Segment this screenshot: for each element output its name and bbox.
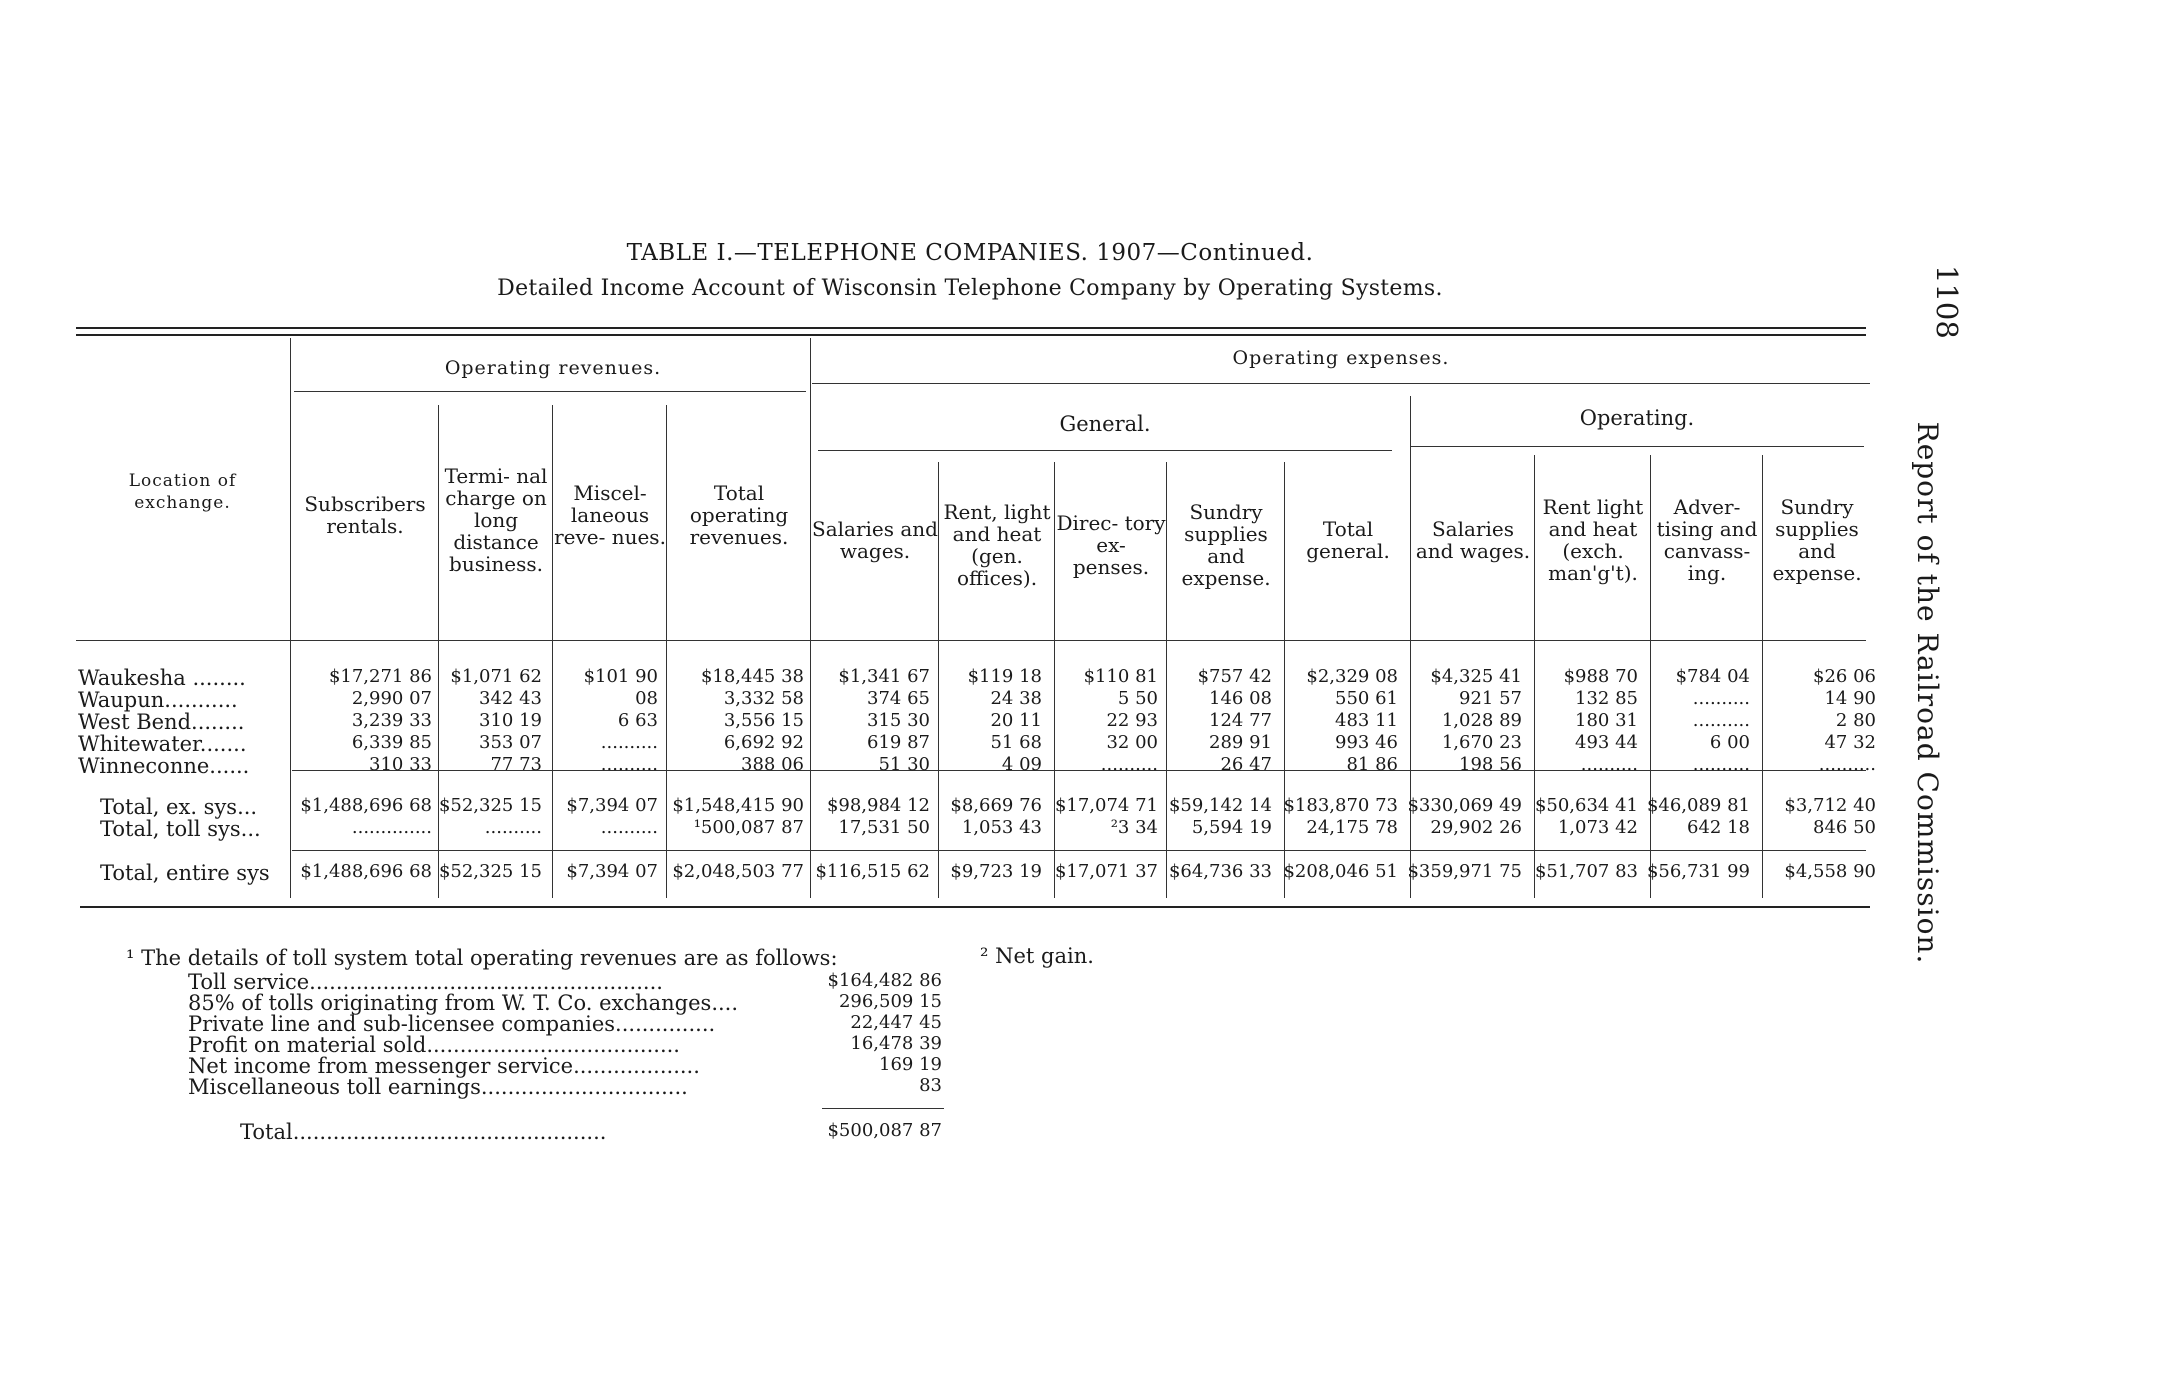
table-cell: ¹500,087 87 (693, 817, 804, 838)
table-cell: 1,028 89 (1441, 710, 1522, 731)
table-cell: $1,488,696 68 (300, 795, 432, 816)
footnote-item-label: Private line and sub-licensee companies............... (188, 1012, 716, 1036)
table-cell: 6 63 (617, 710, 658, 731)
col-header-operating-salaries: Salaries and wages. (1415, 517, 1531, 563)
table-cell: 08 (635, 688, 658, 709)
table-cell: 289 91 (1209, 732, 1272, 753)
total-row-location: Total, ex. sys... (100, 795, 258, 819)
footnote-2: ² Net gain. (980, 944, 1094, 968)
col-rule (290, 338, 291, 898)
table-cell: 619 87 (867, 732, 930, 753)
col-rule (666, 405, 667, 898)
table-cell: 146 08 (1209, 688, 1272, 709)
table-cell: .......... (1818, 754, 1876, 775)
table-cell: 310 19 (479, 710, 542, 731)
table-cell: $56,731 99 (1646, 861, 1750, 882)
col-rule (552, 405, 553, 898)
col-rule (810, 338, 811, 898)
running-head: Report of the Railroad Commission. (1911, 421, 1944, 965)
operating-header: Operating. (1579, 406, 1695, 430)
table-cell: $1,488,696 68 (300, 861, 432, 882)
col-header-general-salaries: Salaries and wages. (812, 517, 938, 563)
table-cell: 198 56 (1459, 754, 1522, 775)
table-cell: 5,594 19 (1191, 817, 1272, 838)
table-cell: .............. (351, 817, 432, 838)
table-cell: $101 90 (583, 666, 658, 687)
table-cell: $208,046 51 (1283, 861, 1398, 882)
table-cell: .......... (1692, 710, 1750, 731)
table-cell: $8,669 76 (950, 795, 1042, 816)
table-cell: $51,707 83 (1534, 861, 1638, 882)
footnote-sum-rule (822, 1108, 944, 1109)
table-cell: 374 65 (867, 688, 930, 709)
footnote-item-value: 22,447 45 (850, 1012, 942, 1033)
table-cell: .......... (1692, 754, 1750, 775)
table-cell: $1,071 62 (450, 666, 542, 687)
col-rule (1284, 462, 1285, 898)
operating-revenues-header: Operating revenues. (444, 357, 662, 379)
grand-total-rule (292, 850, 1866, 851)
footnote-item-label: Toll service..................................................... (188, 970, 663, 994)
col-header-total-general: Total general. (1306, 517, 1390, 563)
table-cell: .......... (600, 817, 658, 838)
table-cell: 5 50 (1117, 688, 1158, 709)
table-subtitle: Detailed Income Account of Wisconsin Telephone Company by Operating Systems. (497, 276, 1443, 301)
table-cell: .......... (600, 732, 658, 753)
table-cell: $988 70 (1563, 666, 1638, 687)
row-location: Waupun........... (78, 688, 238, 712)
table-cell: 77 73 (490, 754, 542, 775)
col-rule (1054, 462, 1055, 898)
col-rule (1534, 455, 1535, 898)
table-cell: 493 44 (1575, 732, 1638, 753)
col-header-general-sundry: Sundry supplies and expense. (1181, 500, 1271, 590)
table-cell: 24,175 78 (1306, 817, 1398, 838)
table-cell: .......... (1692, 688, 1750, 709)
table-cell: 81 86 (1346, 754, 1398, 775)
footnote-item-value: 296,509 15 (838, 991, 942, 1012)
table-cell: 2 80 (1835, 710, 1876, 731)
table-cell: $330,069 49 (1407, 795, 1522, 816)
footnote-item-label: Miscellaneous toll earnings............................... (188, 1075, 688, 1099)
table-cell: 388 06 (741, 754, 804, 775)
col-rule (1650, 455, 1651, 898)
bottom-rule (80, 906, 1870, 908)
table-cell: $17,271 86 (328, 666, 432, 687)
table-cell: 642 18 (1687, 817, 1750, 838)
expenses-rule (812, 383, 1870, 384)
table-cell: 17,531 50 (838, 817, 930, 838)
table-cell: $2,329 08 (1306, 666, 1398, 687)
table-cell: 6,339 85 (351, 732, 432, 753)
table-cell: 483 11 (1335, 710, 1398, 731)
table-cell: $1,548,415 90 (672, 795, 804, 816)
total-row-location: Total, toll sys... (100, 817, 261, 841)
footnote-item-value: $164,482 86 (827, 970, 942, 991)
table-cell: 353 07 (479, 732, 542, 753)
table-cell: 132 85 (1575, 688, 1638, 709)
table-cell: $59,142 14 (1168, 795, 1272, 816)
header-bottom-rule (76, 640, 1866, 641)
table-cell: $784 04 (1675, 666, 1750, 687)
table-cell: 3,556 15 (723, 710, 804, 731)
table-cell: 51 30 (878, 754, 930, 775)
table-cell: 22 93 (1106, 710, 1158, 731)
table-cell: .......... (1580, 754, 1638, 775)
operating-expenses-header: Operating expenses. (1232, 347, 1450, 369)
table-cell: $183,870 73 (1283, 795, 1398, 816)
table-cell: 921 57 (1459, 688, 1522, 709)
col-header-operating-rent: Rent light and heat (exch. man'g't). (1542, 495, 1644, 585)
top-rule-2 (76, 334, 1866, 336)
table-cell: 846 50 (1813, 817, 1876, 838)
footnote-item-label: Net income from messenger service................... (188, 1054, 700, 1078)
table-cell: $1,341 67 (838, 666, 930, 687)
table-cell: 315 30 (867, 710, 930, 731)
table-cell: $50,634 41 (1534, 795, 1638, 816)
table-cell: $110 81 (1083, 666, 1158, 687)
table-cell: 342 43 (479, 688, 542, 709)
table-cell: 6,692 92 (723, 732, 804, 753)
table-cell: $3,712 40 (1784, 795, 1876, 816)
table-cell: $116,515 62 (815, 861, 930, 882)
table-cell: 3,239 33 (351, 710, 432, 731)
footnote-item-label: 85% of tolls originating from W. T. Co. exchanges.... (188, 991, 739, 1015)
grand-total-location: Total, entire sys (100, 861, 270, 885)
table-cell: $17,074 71 (1054, 795, 1158, 816)
table-cell: $52,325 15 (438, 795, 542, 816)
row-location: West Bend........ (78, 710, 245, 734)
table-cell: $7,394 07 (566, 861, 658, 882)
table-cell: 32 00 (1106, 732, 1158, 753)
revenues-rule (294, 391, 806, 392)
table-cell: $4,325 41 (1430, 666, 1522, 687)
table-cell: 124 77 (1209, 710, 1272, 731)
location-header: Location of exchange. (128, 471, 237, 513)
table-cell: 14 90 (1824, 688, 1876, 709)
table-cell: $757 42 (1197, 666, 1272, 687)
col-rule (1762, 455, 1763, 898)
footnote-total-value: $500,087 87 (827, 1120, 942, 1141)
table-cell: 1,073 42 (1557, 817, 1638, 838)
table-cell: $9,723 19 (950, 861, 1042, 882)
row-location: Whitewater....... (78, 732, 247, 756)
top-rule (76, 327, 1866, 329)
table-cell: .......... (1100, 754, 1158, 775)
general-rule (818, 450, 1392, 451)
table-cell: .......... (484, 817, 542, 838)
row-location: Waukesha ........ (78, 666, 246, 690)
footnote-item-label: Profit on material sold...................................... (188, 1033, 680, 1057)
table-cell: $2,048,503 77 (672, 861, 804, 882)
table-cell: 47 32 (1824, 732, 1876, 753)
operating-rule (1410, 446, 1864, 447)
footnote-item-value: 16,478 39 (850, 1033, 942, 1054)
table-cell: 29,902 26 (1430, 817, 1522, 838)
footnote-1-intro: ¹ The details of toll system total operating revenues are as follows: (126, 946, 838, 970)
table-cell: 3,332 58 (723, 688, 804, 709)
table-cell: 6 00 (1709, 732, 1750, 753)
table-cell: $18,445 38 (700, 666, 804, 687)
col-rule (1166, 462, 1167, 898)
table-cell: $46,089 81 (1646, 795, 1750, 816)
general-header: General. (1059, 412, 1151, 436)
table-cell: 51 68 (990, 732, 1042, 753)
table-cell: 180 31 (1575, 710, 1638, 731)
table-cell: $98,984 12 (826, 795, 930, 816)
col-rule (1410, 396, 1411, 898)
table-cell: 24 38 (990, 688, 1042, 709)
table-cell: $119 18 (967, 666, 1042, 687)
table-cell: 2,990 07 (351, 688, 432, 709)
table-cell: $64,736 33 (1168, 861, 1272, 882)
row-location: Winneconne...... (78, 754, 250, 778)
table-cell: $17,071 37 (1054, 861, 1158, 882)
table-title: TABLE I.—TELEPHONE COMPANIES. 1907—Continued. (626, 240, 1314, 266)
table-cell: 310 33 (369, 754, 432, 775)
table-cell: $4,558 90 (1784, 861, 1876, 882)
footnote-item-value: 169 19 (879, 1054, 942, 1075)
col-header-total-operating-revenues: Total operating revenues. (689, 481, 789, 549)
table-cell: .......... (600, 754, 658, 775)
table-cell: 26 47 (1220, 754, 1272, 775)
col-header-operating-sundry: Sundry supplies and expense. (1772, 495, 1862, 585)
table-cell: 20 11 (990, 710, 1042, 731)
col-rule (938, 462, 939, 898)
table-cell: 1,670 23 (1441, 732, 1522, 753)
table-cell: ²3 34 (1110, 817, 1158, 838)
table-cell: $7,394 07 (566, 795, 658, 816)
col-header-subscribers-rentals: Subscribers rentals. (304, 492, 426, 538)
table-cell: $359,971 75 (1407, 861, 1522, 882)
col-header-misc-revenues: Miscel- laneous reve- nues. (554, 481, 666, 549)
table-cell: 993 46 (1335, 732, 1398, 753)
table-cell: 4 09 (1001, 754, 1042, 775)
footnote-item-value: 83 (919, 1075, 942, 1096)
footnote-total-label: Total............................................... (240, 1120, 607, 1144)
table-cell: $52,325 15 (438, 861, 542, 882)
col-header-advertising: Adver- tising and canvass- ing. (1656, 495, 1758, 585)
col-rule (438, 405, 439, 898)
table-cell: $26 06 (1813, 666, 1876, 687)
col-header-terminal-charge: Termi- nal charge on long distance business. (444, 464, 548, 576)
table-cell: 1,053 43 (961, 817, 1042, 838)
col-header-general-rent: Rent, light and heat (gen. offices). (943, 500, 1051, 590)
col-header-directory: Direc- tory ex- penses. (1056, 511, 1166, 579)
page-number: 1108 (1930, 265, 1964, 339)
table-cell: 550 61 (1335, 688, 1398, 709)
